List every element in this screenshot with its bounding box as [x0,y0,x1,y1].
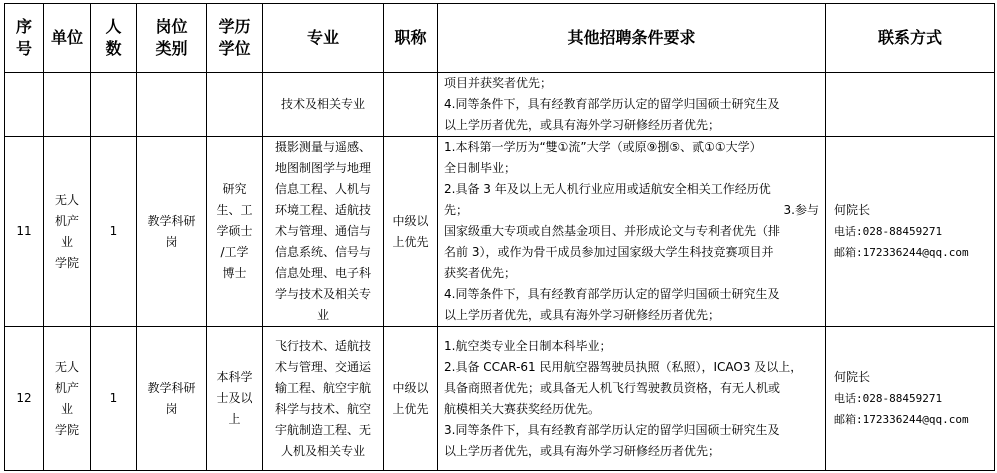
contact-phone: 电话:028-88459271 [834,225,943,238]
cell-contact [826,327,995,471]
header-row [5,4,995,73]
cell-major: 技术及相关专业 [263,73,384,137]
header-contact: 联系方式 [826,4,995,73]
cell-count: 1 [91,137,137,327]
cell-title: 中级以 上优先 [384,137,438,327]
cell-contact [826,137,995,327]
cell-education [207,73,263,137]
cell-requirements: 1.本科第一学历为“雙①流”大学（或原⑨捌⑤、贰①①大学） 全日制毕业； 2.具备 3 年及以上无人机行业应用或适航安全相关工作经历优 先； 3.参与 国家级重大专项或自然基金项目、并形成论文与专利者优先（排 名前 3），或作为骨干成员参加过国家级大学生科技竞赛项目并 获奖者优先； 4.同等条件下，具有经教育部学历认定的留学归国硕士研究生及 以上学历者优先，或具有海外学习研修经历者优先； [438,137,826,327]
cell-post: 教学科研 岗 [137,327,207,471]
contact-phone: 电话:028-88459271 [834,392,943,405]
header-seq: 序 号 [5,4,44,73]
cell-requirements: 1.航空类专业全日制本科毕业； 2.具备 CCAR-61 民用航空器驾驶员执照（私照），ICAO3 及以上， 具备商照者优先；或具备无人机飞行驾驶教员资格，有无人机或 航模相关大赛获奖经历优先。 3.同等条件下，具有经教育部学历认定的留学归国硕士研究生及 以上学历者优先，或具有海外学习研修经历者优先； [438,327,826,471]
contact-name: 何院长 [834,370,871,384]
cell-count [91,73,137,137]
contact-name: 何院长 [834,203,871,217]
cell-post [137,73,207,137]
cell-education: 本科学 士及以 上 [207,327,263,471]
cell-count: 1 [91,327,137,471]
cell-seq [5,73,44,137]
table-row [5,327,995,471]
table-row [5,73,995,137]
header-post-type: 岗位 类别 [137,4,207,73]
cell-title [384,73,438,137]
contact-email: 邮箱:172336244@qq.com [834,246,969,259]
cell-education: 研究 生、工 学硕士 /工学 博士 [207,137,263,327]
header-education: 学历 学位 [207,4,263,73]
cell-seq: 12 [5,327,44,471]
header-requirements: 其他招聘条件要求 [438,4,826,73]
header-major: 专业 [263,4,384,73]
recruitment-table [4,3,995,471]
cell-major: 摄影测量与遥感、 地图制图学与地理 信息工程、人机与 环境工程、适航技 术与管理、通信与 信息系统、信号与 信息处理、电子科 学与技术及相关专 业 [263,137,384,327]
cell-major: 飞行技术、适航技 术与管理、交通运 输工程、航空宇航 科学与技术、航空 宇航制造工程、无 人机及相关专业 [263,327,384,471]
contact-email: 邮箱:172336244@qq.com [834,413,969,426]
cell-unit: 无人 机产 业 学院 [44,137,91,327]
cell-post: 教学科研 岗 [137,137,207,327]
header-count: 人 数 [91,4,137,73]
cell-unit [44,73,91,137]
cell-contact [826,73,995,137]
cell-requirements: 项目并获奖者优先； 4.同等条件下，具有经教育部学历认定的留学归国硕士研究生及 以上学历者优先，或具有海外学习研修经历者优先； [438,73,826,137]
cell-title: 中级以 上优先 [384,327,438,471]
header-unit: 单位 [44,4,91,73]
header-title: 职称 [384,4,438,73]
cell-seq: 11 [5,137,44,327]
table-row [5,137,995,327]
cell-unit: 无人 机产 业 学院 [44,327,91,471]
